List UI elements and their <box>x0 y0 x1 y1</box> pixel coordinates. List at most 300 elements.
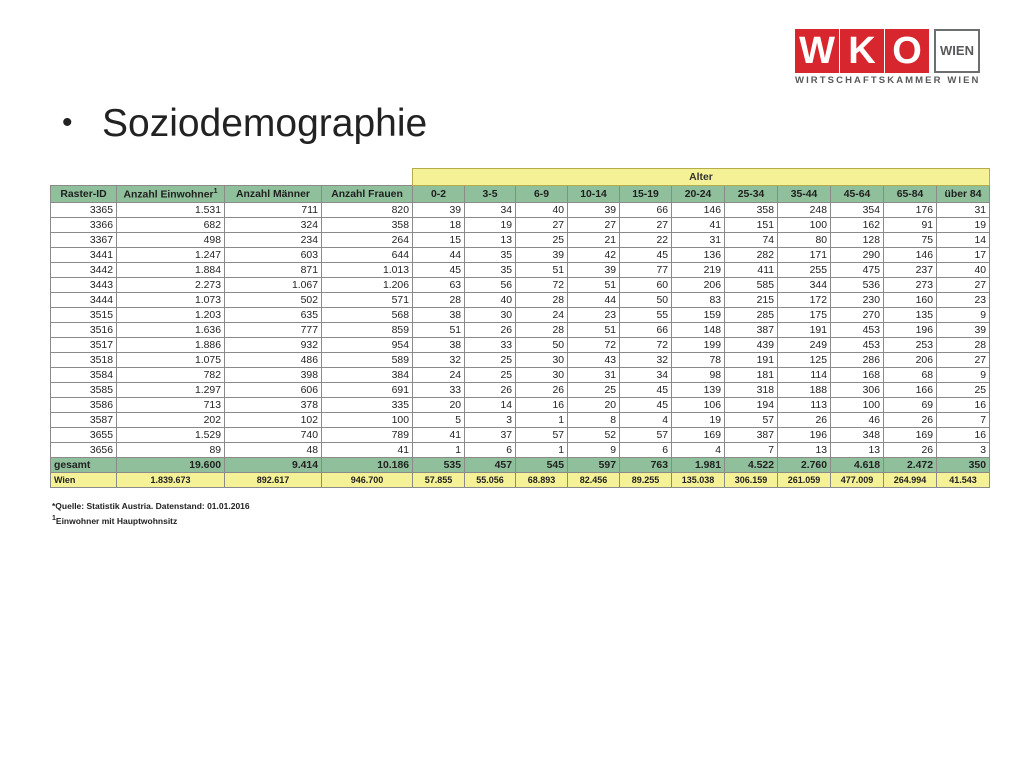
table-cell: 51 <box>568 323 620 338</box>
table-cell: 35 <box>465 263 516 278</box>
table-cell: 3585 <box>51 383 117 398</box>
table-cell: 113 <box>778 398 831 413</box>
table-cell: 202 <box>117 413 225 428</box>
table-cell: 20 <box>413 398 465 413</box>
table-cell: 4.522 <box>725 458 778 473</box>
table-cell: 19 <box>937 218 990 233</box>
table-cell: 871 <box>225 263 322 278</box>
table-cell: 3365 <box>51 203 117 218</box>
table-cell: 711 <box>225 203 322 218</box>
table-cell: 3442 <box>51 263 117 278</box>
table-cell: 7 <box>937 413 990 428</box>
table-cell: 1.075 <box>117 353 225 368</box>
table-cell: 68.893 <box>516 473 568 488</box>
table-cell: 196 <box>778 428 831 443</box>
table-cell: 411 <box>725 263 778 278</box>
table-cell: 38 <box>413 338 465 353</box>
logo-letter-k: K <box>840 29 884 73</box>
table-cell: 215 <box>725 293 778 308</box>
table-cell: 264.994 <box>884 473 937 488</box>
table-cell: 31 <box>568 368 620 383</box>
table-cell: 286 <box>831 353 884 368</box>
table-cell: 477.009 <box>831 473 884 488</box>
table-cell: 28 <box>937 338 990 353</box>
table-cell: 181 <box>725 368 778 383</box>
col-header-raster-id: Raster-ID <box>51 186 117 203</box>
table-cell: 55.056 <box>465 473 516 488</box>
table-cell: 264 <box>322 233 413 248</box>
table-cell: 3444 <box>51 293 117 308</box>
col-header-age-10-14: 10-14 <box>568 186 620 203</box>
age-group-header-row <box>51 169 990 186</box>
col-header-age-65-84: 65-84 <box>884 186 937 203</box>
table-cell: 135.038 <box>672 473 725 488</box>
table-cell: 536 <box>831 278 884 293</box>
table-cell: 37 <box>465 428 516 443</box>
table-cell: 27 <box>937 278 990 293</box>
table-cell: 387 <box>725 428 778 443</box>
table-cell: 358 <box>322 218 413 233</box>
table-cell: 1.013 <box>322 263 413 278</box>
slide-title: Soziodemographie <box>102 102 428 145</box>
table-cell: 2.760 <box>778 458 831 473</box>
table-cell: gesamt <box>51 458 117 473</box>
table-cell: 13 <box>465 233 516 248</box>
table-cell: 453 <box>831 338 884 353</box>
table-cell: 148 <box>672 323 725 338</box>
table-cell: 82.456 <box>568 473 620 488</box>
table-cell: 3586 <box>51 398 117 413</box>
col-header-age-45-64: 45-64 <box>831 186 884 203</box>
table-cell: 1.206 <box>322 278 413 293</box>
table-cell: 324 <box>225 218 322 233</box>
table-cell: 19 <box>672 413 725 428</box>
table-cell: 475 <box>831 263 884 278</box>
table-cell: 230 <box>831 293 884 308</box>
table-cell: 146 <box>672 203 725 218</box>
table-cell: 30 <box>516 368 568 383</box>
table-cell: 253 <box>884 338 937 353</box>
table-cell: 2.273 <box>117 278 225 293</box>
logo-subtitle: WIRTSCHAFTSKAMMER WIEN <box>795 75 981 86</box>
table-cell: 7 <box>725 443 778 458</box>
table-cell: 23 <box>937 293 990 308</box>
col-header-age-25-34: 25-34 <box>725 186 778 203</box>
table-row <box>51 233 990 248</box>
col-header-frauen: Anzahl Frauen <box>322 186 413 203</box>
table-cell: 18 <box>413 218 465 233</box>
table-cell: 159 <box>672 308 725 323</box>
col-header-age-3-5: 3-5 <box>465 186 516 203</box>
table-row <box>51 383 990 398</box>
table-cell: 35 <box>465 248 516 263</box>
table-cell: 5 <box>413 413 465 428</box>
table-cell: 89.255 <box>620 473 672 488</box>
table-cell: 3517 <box>51 338 117 353</box>
table-cell: 72 <box>516 278 568 293</box>
table-cell: 45 <box>620 398 672 413</box>
table-row <box>51 308 990 323</box>
table-cell: 777 <box>225 323 322 338</box>
table-cell: 568 <box>322 308 413 323</box>
table-cell: 151 <box>725 218 778 233</box>
table-cell: 1.529 <box>117 428 225 443</box>
wien-row <box>51 473 990 488</box>
table-cell: 384 <box>322 368 413 383</box>
table-cell: 789 <box>322 428 413 443</box>
table-cell: 585 <box>725 278 778 293</box>
table-cell: 344 <box>778 278 831 293</box>
table-cell: 44 <box>413 248 465 263</box>
table-cell: 1.884 <box>117 263 225 278</box>
table-cell: 453 <box>831 323 884 338</box>
table-cell: 128 <box>831 233 884 248</box>
table-cell: 69 <box>884 398 937 413</box>
table-cell: 597 <box>568 458 620 473</box>
table-cell: 56 <box>465 278 516 293</box>
table-cell: 139 <box>672 383 725 398</box>
table-cell: 98 <box>672 368 725 383</box>
table-cell: 589 <box>322 353 413 368</box>
table-cell: 273 <box>884 278 937 293</box>
table-cell: 25 <box>465 353 516 368</box>
table-cell: 9.414 <box>225 458 322 473</box>
table-cell: 168 <box>831 368 884 383</box>
table-cell: 3443 <box>51 278 117 293</box>
table-cell: 486 <box>225 353 322 368</box>
table-cell: 457 <box>465 458 516 473</box>
total-row <box>51 458 990 473</box>
table-cell: 191 <box>725 353 778 368</box>
footnote-source: *Quelle: Statistik Austria. Datenstand: 01.01.2016 <box>52 501 250 511</box>
table-cell: 19 <box>465 218 516 233</box>
table-cell: 51 <box>516 263 568 278</box>
table-cell: 1.297 <box>117 383 225 398</box>
col-header-age-20-24: 20-24 <box>672 186 725 203</box>
table-cell: 348 <box>831 428 884 443</box>
table-row <box>51 338 990 353</box>
bullet-point: • <box>62 106 73 139</box>
table-cell: 740 <box>225 428 322 443</box>
table-cell: 45 <box>620 383 672 398</box>
table-cell: 34 <box>620 368 672 383</box>
table-cell: 26 <box>465 383 516 398</box>
table-cell: 1.981 <box>672 458 725 473</box>
table-cell: 270 <box>831 308 884 323</box>
table-cell: 41.543 <box>937 473 990 488</box>
table-cell: 19.600 <box>117 458 225 473</box>
table-cell: 57 <box>620 428 672 443</box>
table-cell: 261.059 <box>778 473 831 488</box>
table-cell: 83 <box>672 293 725 308</box>
table-cell: 3655 <box>51 428 117 443</box>
col-header-maenner: Anzahl Männer <box>225 186 322 203</box>
table-cell: 1 <box>516 413 568 428</box>
table-cell: 39 <box>413 203 465 218</box>
table-cell: 44 <box>568 293 620 308</box>
table-cell: 4 <box>620 413 672 428</box>
table-cell: 9 <box>937 308 990 323</box>
table-cell: 160 <box>884 293 937 308</box>
table-cell: 74 <box>725 233 778 248</box>
table-cell: 100 <box>831 398 884 413</box>
table-cell: 22 <box>620 233 672 248</box>
table-cell: 41 <box>672 218 725 233</box>
table-cell: 75 <box>884 233 937 248</box>
table-cell: 248 <box>778 203 831 218</box>
table-cell: 954 <box>322 338 413 353</box>
table-cell: 9 <box>937 368 990 383</box>
table-cell: 199 <box>672 338 725 353</box>
table-row <box>51 218 990 233</box>
table-cell: 32 <box>620 353 672 368</box>
table-cell: 282 <box>725 248 778 263</box>
table-cell: 20 <box>568 398 620 413</box>
table-cell: 763 <box>620 458 672 473</box>
sociodemographic-table <box>50 168 990 488</box>
table-cell: 78 <box>672 353 725 368</box>
table-cell: 51 <box>568 278 620 293</box>
col-header-age-35-44: 35-44 <box>778 186 831 203</box>
col-header-age-15-19: 15-19 <box>620 186 672 203</box>
table-cell: 50 <box>516 338 568 353</box>
table-cell: 16 <box>937 398 990 413</box>
table-cell: 196 <box>884 323 937 338</box>
table-cell: 691 <box>322 383 413 398</box>
table-cell: 237 <box>884 263 937 278</box>
table-cell: 80 <box>778 233 831 248</box>
table-cell: 27 <box>568 218 620 233</box>
table-cell: 1.067 <box>225 278 322 293</box>
table-cell: 66 <box>620 203 672 218</box>
table-cell: 26 <box>884 413 937 428</box>
table-cell: 26 <box>884 443 937 458</box>
table-cell: 191 <box>778 323 831 338</box>
table-cell: 1.247 <box>117 248 225 263</box>
wko-wien-logo <box>795 29 980 89</box>
table-cell: 188 <box>778 383 831 398</box>
table-cell: 166 <box>884 383 937 398</box>
table-cell: 3366 <box>51 218 117 233</box>
table-cell: 45 <box>620 248 672 263</box>
table-cell: 932 <box>225 338 322 353</box>
table-cell: 545 <box>516 458 568 473</box>
table-cell: 46 <box>831 413 884 428</box>
table-cell: 135 <box>884 308 937 323</box>
table-cell: 33 <box>413 383 465 398</box>
table-cell: 171 <box>778 248 831 263</box>
table-cell: 290 <box>831 248 884 263</box>
table-cell: 387 <box>725 323 778 338</box>
table-cell: 2.472 <box>884 458 937 473</box>
table-cell: 3587 <box>51 413 117 428</box>
table-cell: 234 <box>225 233 322 248</box>
table-cell: 782 <box>117 368 225 383</box>
table-cell: 219 <box>672 263 725 278</box>
table-cell: 350 <box>937 458 990 473</box>
table-row <box>51 428 990 443</box>
table-cell: 354 <box>831 203 884 218</box>
table-cell: 3441 <box>51 248 117 263</box>
table-cell: 306.159 <box>725 473 778 488</box>
table-cell: 146 <box>884 248 937 263</box>
table-cell: 57.855 <box>413 473 465 488</box>
table-row <box>51 278 990 293</box>
table-cell: 206 <box>672 278 725 293</box>
table-cell: 3 <box>465 413 516 428</box>
logo-letter-w: W <box>795 29 839 73</box>
col-header-age-6-9: 6-9 <box>516 186 568 203</box>
table-cell: 51 <box>413 323 465 338</box>
col-header-age-0-2: 0-2 <box>413 186 465 203</box>
table-cell: 27 <box>620 218 672 233</box>
table-cell: 25 <box>937 383 990 398</box>
table-cell: 358 <box>725 203 778 218</box>
table-cell: 43 <box>568 353 620 368</box>
table-cell: 106 <box>672 398 725 413</box>
table-cell: 285 <box>725 308 778 323</box>
table-cell: 4 <box>672 443 725 458</box>
table-cell: 91 <box>884 218 937 233</box>
table-cell: 713 <box>117 398 225 413</box>
table-cell: 3584 <box>51 368 117 383</box>
column-header-row <box>51 186 990 203</box>
table-row <box>51 248 990 263</box>
table-cell: 859 <box>322 323 413 338</box>
table-cell: 25 <box>465 368 516 383</box>
table-cell: 606 <box>225 383 322 398</box>
col-header-einwohner: Anzahl Einwohner$^1$ <box>117 186 225 203</box>
table-cell: 378 <box>225 398 322 413</box>
table-cell: 1.531 <box>117 203 225 218</box>
table-cell: 38 <box>413 308 465 323</box>
table-cell: 24 <box>413 368 465 383</box>
table-cell: 206 <box>884 353 937 368</box>
table-cell: 30 <box>516 353 568 368</box>
table-cell: 100 <box>778 218 831 233</box>
table-cell: 26 <box>516 383 568 398</box>
table-cell: 89 <box>117 443 225 458</box>
table-cell: 502 <box>225 293 322 308</box>
table-cell: 31 <box>672 233 725 248</box>
table-cell: 25 <box>516 233 568 248</box>
table-cell: 40 <box>516 203 568 218</box>
table-cell: 39 <box>568 263 620 278</box>
table-cell: 162 <box>831 218 884 233</box>
table-cell: 41 <box>322 443 413 458</box>
table-cell: 136 <box>672 248 725 263</box>
table-cell: 1.073 <box>117 293 225 308</box>
table-cell: 1 <box>516 443 568 458</box>
table-cell: 306 <box>831 383 884 398</box>
table-cell: 8 <box>568 413 620 428</box>
table-cell: 603 <box>225 248 322 263</box>
table-cell: 4.618 <box>831 458 884 473</box>
table-cell: 335 <box>322 398 413 413</box>
table-cell: 318 <box>725 383 778 398</box>
table-cell: 498 <box>117 233 225 248</box>
table-cell: 26 <box>778 413 831 428</box>
table-cell: 26 <box>465 323 516 338</box>
table-cell: 14 <box>937 233 990 248</box>
table-cell: 571 <box>322 293 413 308</box>
table-cell: 1.636 <box>117 323 225 338</box>
table-cell: 28 <box>516 293 568 308</box>
table-cell: 14 <box>465 398 516 413</box>
table-cell: 3367 <box>51 233 117 248</box>
table-cell: 398 <box>225 368 322 383</box>
table-cell: 644 <box>322 248 413 263</box>
table-cell: 249 <box>778 338 831 353</box>
table-cell: 892.617 <box>225 473 322 488</box>
table-cell: 13 <box>778 443 831 458</box>
table-cell: 17 <box>937 248 990 263</box>
table-cell: 21 <box>568 233 620 248</box>
table-cell: 72 <box>620 338 672 353</box>
table-cell: Wien <box>51 473 117 488</box>
table-cell: 50 <box>620 293 672 308</box>
table-cell: 39 <box>516 248 568 263</box>
age-group-header: Alter <box>413 169 990 186</box>
table-cell: 176 <box>884 203 937 218</box>
table-cell: 27 <box>516 218 568 233</box>
table-row <box>51 368 990 383</box>
table-cell: 15 <box>413 233 465 248</box>
table-cell: 3 <box>937 443 990 458</box>
table-cell: 3518 <box>51 353 117 368</box>
table-row <box>51 203 990 218</box>
table-row <box>51 293 990 308</box>
table-cell: 27 <box>937 353 990 368</box>
table-row <box>51 413 990 428</box>
table-cell: 1 <box>413 443 465 458</box>
table-row <box>51 398 990 413</box>
table-cell: 16 <box>516 398 568 413</box>
table-cell: 39 <box>937 323 990 338</box>
table-cell: 24 <box>516 308 568 323</box>
table-cell: 32 <box>413 353 465 368</box>
table-cell: 125 <box>778 353 831 368</box>
table-cell: 48 <box>225 443 322 458</box>
table-cell: 255 <box>778 263 831 278</box>
table-cell: 68 <box>884 368 937 383</box>
table-cell: 535 <box>413 458 465 473</box>
table-cell: 100 <box>322 413 413 428</box>
table-cell: 6 <box>620 443 672 458</box>
table-row <box>51 443 990 458</box>
table-cell: 6 <box>465 443 516 458</box>
table-cell: 57 <box>516 428 568 443</box>
table-cell: 66 <box>620 323 672 338</box>
table-cell: 1.203 <box>117 308 225 323</box>
table-cell: 3656 <box>51 443 117 458</box>
table-row <box>51 263 990 278</box>
footnote-einwohner: $^1$Einwohner mit Hauptwohnsitz <box>52 515 178 526</box>
table-cell: 40 <box>937 263 990 278</box>
table-cell: 28 <box>413 293 465 308</box>
table-cell: 102 <box>225 413 322 428</box>
table-cell: 13 <box>831 443 884 458</box>
table-cell: 3515 <box>51 308 117 323</box>
table-cell: 63 <box>413 278 465 293</box>
table-cell: 439 <box>725 338 778 353</box>
table-cell: 194 <box>725 398 778 413</box>
table-cell: 34 <box>465 203 516 218</box>
table-cell: 40 <box>465 293 516 308</box>
table-cell: 169 <box>672 428 725 443</box>
table-cell: 41 <box>413 428 465 443</box>
logo-wien-box: WIEN <box>934 29 980 73</box>
